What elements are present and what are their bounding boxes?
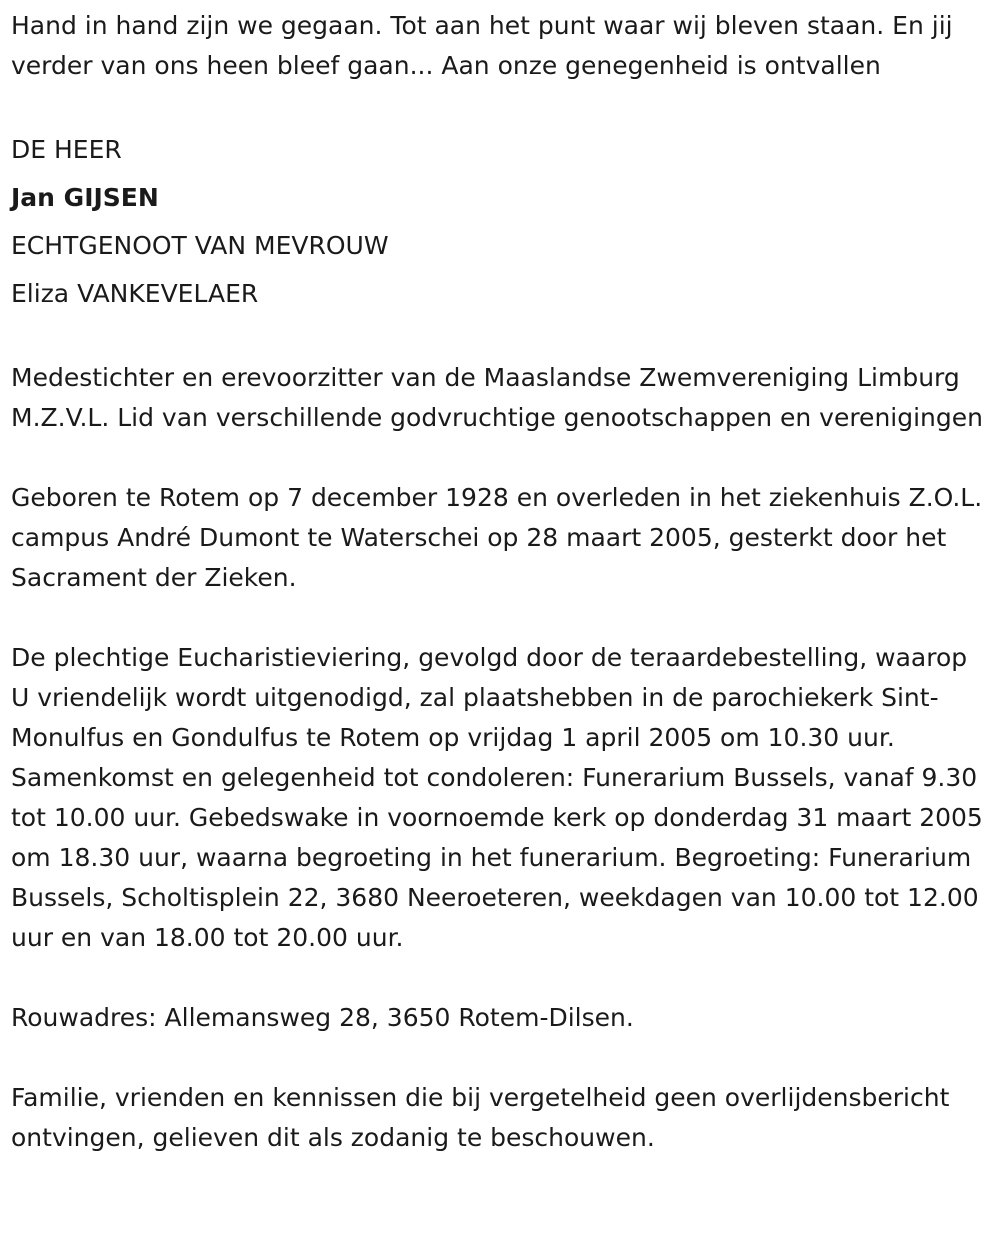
affiliations-paragraph: Medestichter en erevoorzitter van de Maaslandse Zwemvereniging Limburg M.Z.V.L. Lid van verschillende godvruchtige genootschappen en verenigingen: [11, 363, 983, 432]
closing-note: Familie, vrienden en kennissen die bij vergetelheid geen overlijdensbericht ontvingen, gelieven dit als zodanig te beschouwen.: [11, 1083, 950, 1152]
birth-death-paragraph: Geboren te Rotem op 7 december 1928 en overleden in het ziekenhuis Z.O.L. campus André Dumont te Waterschei op 28 maart 2005, gesterkt door het Sacrament der Zieken.: [11, 483, 983, 592]
opening-verse: Hand in hand zijn we gegaan. Tot aan het punt waar wij bleven staan. En jij verder van ons heen bleef gaan... Aan onze genegenheid is ontvallen: [11, 11, 953, 80]
obituary-document: [11, 6, 991, 1158]
mourning-address: Rouwadres: Allemansweg 28, 3650 Rotem-Dilsen.: [11, 1003, 634, 1032]
deceased-name: Jan GIJSEN: [11, 183, 159, 212]
spacer: [11, 318, 991, 358]
spacer: [11, 958, 991, 998]
spacer: [11, 1038, 991, 1078]
spouse-name: Eliza VANKEVELAER: [11, 279, 259, 308]
spacer: [11, 86, 991, 126]
relation-text: ECHTGENOOT VAN MEVROUW: [11, 231, 389, 260]
spacer: [11, 438, 991, 478]
deceased-title: DE HEER: [11, 135, 122, 164]
spacer: [11, 598, 991, 638]
ceremony-paragraph: De plechtige Eucharistieviering, gevolgd door de teraardebestelling, waarop U vriendelijk wordt uitgenodigd, zal plaatshebben in de parochiekerk Sint-Monulfus en Gondulfus te Rotem op vrijdag 1 april 2005 om 10.30 uur. Samenkomst en gelegenheid tot condoleren: Funerarium Bussels, vanaf 9.30 tot 10.00 uur. Gebedswake in voornoemde kerk op donderdag 31 maart 2005 om 18.30 uur, waarna begroeting in het funerarium. Begroeting: Funerarium Bussels, Scholtisplein 22, 3680 Neeroeteren, weekdagen van 10.00 tot 12.00 uur en van 18.00 tot 20.00 uur.: [11, 643, 983, 952]
